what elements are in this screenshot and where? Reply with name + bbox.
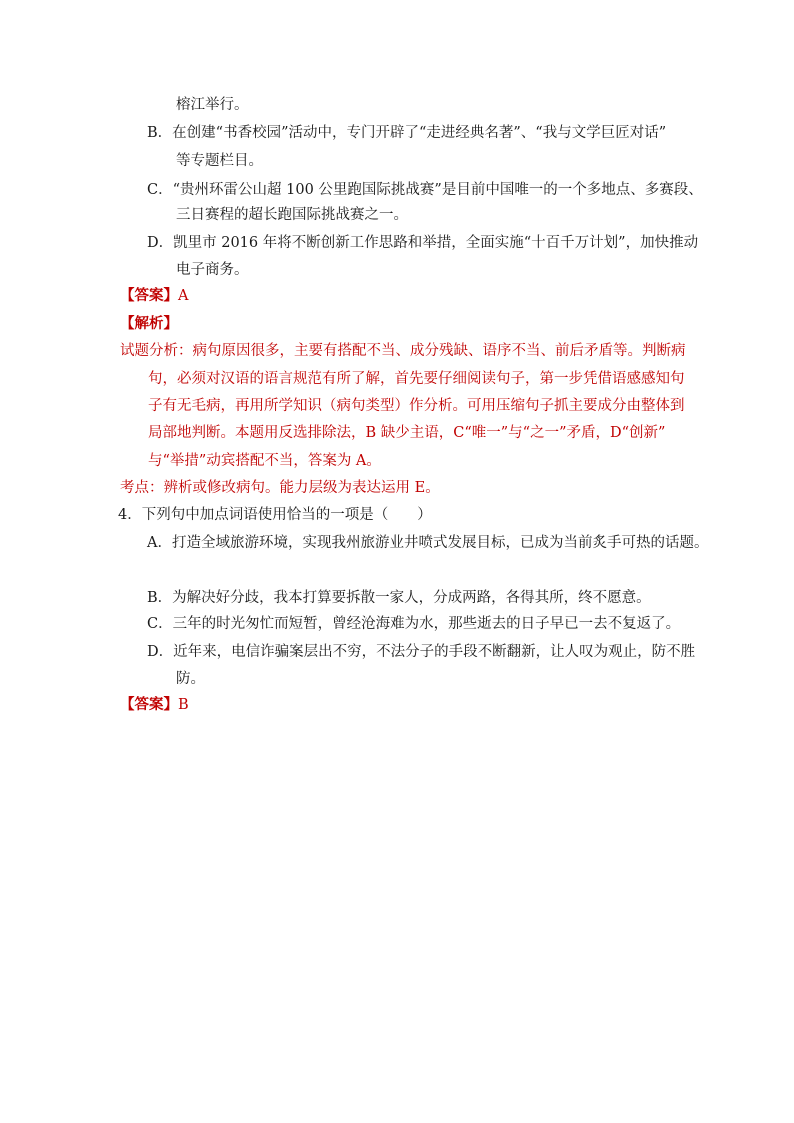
q3-analysis-line: 试题分析：病句原因很多，主要有搭配不当、成分残缺、语序不当、前后矛盾等。判断病	[120, 343, 686, 359]
answer-value: A	[178, 288, 189, 304]
q4-option-a: A．打造全域旅游环境，实现我州旅游业井喷式发展目标，已成为当前炙手可热的话题。	[147, 535, 709, 551]
answer-label: 【答案】	[120, 696, 178, 713]
q3-answer	[120, 286, 188, 306]
answer-value: B	[178, 697, 189, 713]
q3-kaodian: 考点：辨析或修改病句。能力层级为表达运用 E。	[120, 480, 440, 496]
q3-option-d-line2: 电子商务。	[176, 262, 249, 278]
answer-label: 【答案】	[120, 287, 178, 304]
q3-analysis-label: 【解析】	[120, 315, 178, 332]
q3-analysis-line: 局部地判断。本题用反选排除法，B 缺少主语，C“唯一”与“之一”矛盾，D“创新”	[148, 425, 666, 441]
q3-analysis-line: 句，必须对汉语的语言规范有所了解，首先要仔细阅读句子，第一步凭借语感感知句	[148, 371, 685, 387]
q3-option-a-continuation: 榕江举行。	[176, 97, 249, 113]
q3-option-b-line2: 等专题栏目。	[176, 153, 263, 169]
q3-option-d-line1: D．凯里市 2016 年将不断创新工作思路和举措，全面实施“十百千万计划”，加快推动	[147, 235, 699, 251]
q4-stem: 4．下列句中加点词语使用恰当的一项是（ ）	[118, 507, 432, 523]
q4-option-d-line1: D．近年来，电信诈骗案层出不穷，不法分子的手段不断翻新，让人叹为观止，防不胜	[147, 644, 696, 660]
q3-option-b-line1: B．在创建“书香校园”活动中，专门开辟了“走进经典名著”、“我与文学巨匠对话”	[147, 125, 667, 141]
q4-answer	[120, 695, 189, 715]
q3-analysis-line: 与“举措”动宾搭配不当，答案为 A。	[148, 453, 381, 469]
q3-option-c-line1: C．“贵州环雷公山超 100 公里跑国际挑战赛”是目前中国唯一的一个多地点、多赛段、	[147, 182, 703, 198]
q4-option-b: B．为解决好分歧，我本打算要拆散一家人，分成两路，各得其所，终不愿意。	[147, 590, 651, 606]
q4-option-d-line2: 防。	[176, 671, 205, 687]
q3-analysis-line: 子有无毛病，再用所学知识（病句类型）作分析。可用压缩句子抓主要成分由整体到	[148, 398, 685, 414]
q4-option-c: C．三年的时光匆忙而短暂，曾经沧海难为水，那些逝去的日子早已一去不复返了。	[147, 616, 681, 632]
q3-option-c-line2: 三日赛程的超长跑国际挑战赛之一。	[176, 207, 408, 223]
